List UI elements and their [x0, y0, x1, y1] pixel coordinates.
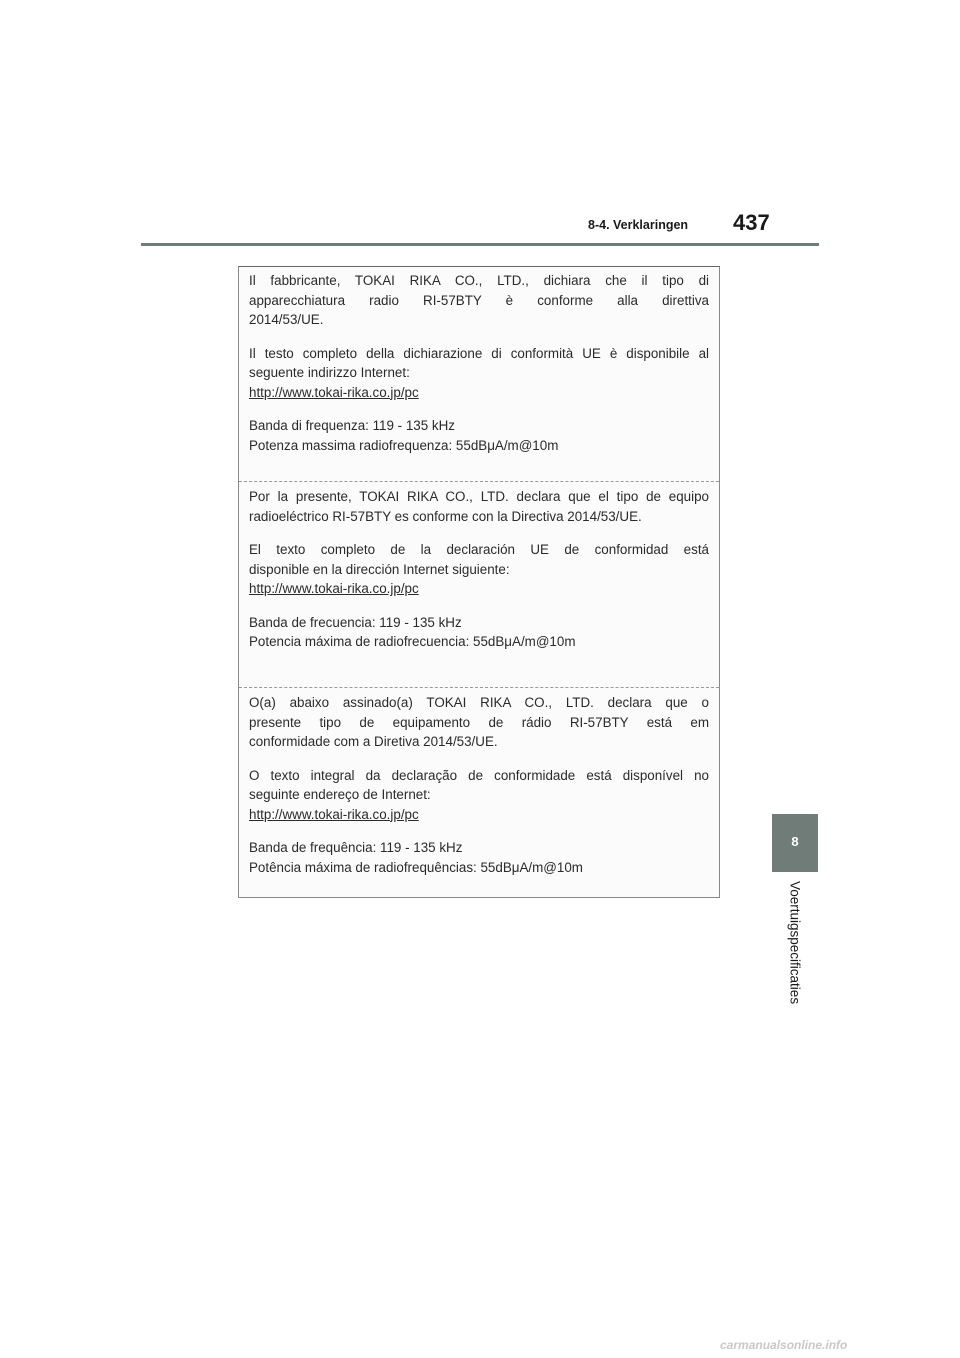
text-line: seguente indirizzo Internet:: [249, 365, 410, 380]
page-number: 437: [733, 210, 770, 235]
declaration-portuguese: [239, 687, 719, 897]
availability-statement: [249, 344, 709, 403]
text-line: Il fabbricante, TOKAI RIKA CO., LTD., dichiara che il tipo di: [249, 273, 709, 288]
availability-statement: [249, 540, 709, 599]
technical-specs: [249, 838, 709, 877]
text-line: O texto integral da declaração de conformidade está disponível no: [249, 767, 709, 783]
text-line: O(a) abaixo assinado(a) TOKAI RIKA CO., LTD. declara que o: [249, 695, 709, 710]
technical-specs: [249, 613, 709, 652]
frequency-band: Banda de frecuencia: 119 - 135 kHz: [249, 614, 462, 630]
technical-specs: [249, 416, 709, 455]
declaration-statement: [249, 693, 709, 752]
text-line: conformidade com a Diretiva 2014/53/UE.: [249, 734, 498, 749]
section-title: 8-4. Verklaringen: [588, 218, 689, 232]
max-power: Potencia máxima de radiofrecuencia: 55dBμA/m@10m: [249, 634, 576, 649]
header-divider: [141, 243, 819, 246]
text-line: presente tipo de equipamento de rádio RI-57BTY está em: [249, 714, 709, 730]
declaration-scan: [238, 266, 720, 898]
max-power: Potenza massima radiofrequenza: 55dBμA/m@10m: [249, 437, 559, 453]
declaration-statement: [249, 487, 709, 526]
frequency-band: Banda de frequência: 119 - 135 kHz: [249, 840, 463, 855]
text-line: Il testo completo della dichiarazione di conformità UE è disponibile al: [249, 345, 709, 361]
declaration-url-link[interactable]: http://www.tokai-rika.co.jp/pc: [249, 384, 419, 400]
max-power: Potência máxima de radiofrequências: 55dBμA/m@10m: [249, 859, 583, 875]
text-line: apparecchiatura radio RI-57BTY è conforme alla direttiva: [249, 292, 709, 308]
text-line: El texto completo de la declaración UE de conformidad está: [249, 542, 709, 557]
frequency-band: Banda di frequenza: 119 - 135 kHz: [249, 418, 455, 433]
declaration-url-link[interactable]: http://www.tokai-rika.co.jp/pc: [249, 806, 419, 822]
declaration-italian: [239, 267, 719, 481]
availability-statement: [249, 766, 709, 825]
watermark-text: carmanualsonline.info: [720, 1338, 848, 1352]
chapter-label-text: Voertuigspecificaties: [787, 881, 803, 1005]
chapter-tab: 8: [772, 814, 818, 872]
text-line: radioeléctrico RI-57BTY es conforme con la Directiva 2014/53/UE.: [249, 508, 642, 524]
declaration-url-link[interactable]: http://www.tokai-rika.co.jp/pc: [249, 581, 419, 596]
text-line: Por la presente, TOKAI RIKA CO., LTD. declara que el tipo de equipo: [249, 489, 709, 504]
text-line: seguinte endereço de Internet:: [249, 787, 431, 802]
declaration-spanish: [239, 481, 719, 687]
declaration-statement: [249, 271, 709, 330]
text-line: disponible en la dirección Internet siguiente:: [249, 561, 510, 577]
text-line: 2014/53/UE.: [249, 312, 324, 327]
